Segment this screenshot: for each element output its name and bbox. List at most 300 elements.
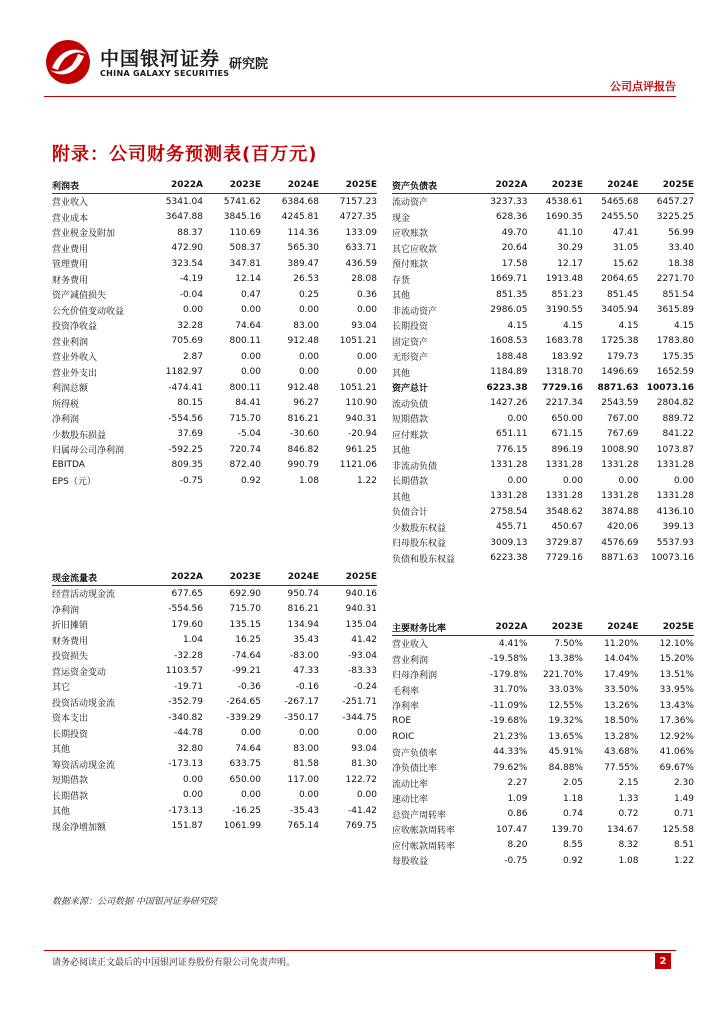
- balance-cell: 1331.28: [601, 491, 639, 502]
- cashflow-cell: 0.00: [182, 774, 203, 785]
- ratios-column-header: 2024E: [607, 622, 639, 632]
- income-row-label: 所得税: [52, 399, 80, 410]
- income-cell: 961.25: [345, 444, 377, 455]
- income-cell: 0.00: [356, 305, 377, 316]
- income-cell: 0.25: [298, 289, 319, 300]
- ratios-cell: 41.06%: [659, 747, 694, 758]
- cashflow-cell: 1061.99: [223, 821, 261, 832]
- cashflow-row: [52, 772, 377, 788]
- income-column-header: 2023E: [229, 180, 261, 190]
- balance-cell: 49.70: [501, 227, 528, 238]
- balance-cell: 851.45: [607, 289, 639, 300]
- balance-row: [392, 349, 694, 365]
- income-cell: 1182.97: [165, 367, 203, 378]
- cashflow-cell: 81.58: [293, 759, 319, 770]
- balance-cell: 8871.63: [601, 553, 639, 564]
- balance-row-label: 归母股东权益: [392, 539, 447, 550]
- income-row: [52, 303, 377, 319]
- income-cell: 1051.21: [339, 382, 377, 393]
- income-cell: -4.19: [179, 274, 203, 285]
- cashflow-cell: 151.87: [171, 821, 203, 832]
- income-statement-table: [52, 177, 377, 489]
- balance-cell: 1184.89: [490, 367, 528, 378]
- balance-row: [392, 489, 694, 505]
- ratios-cell: 12.10%: [659, 638, 694, 649]
- income-cell: 1.08: [298, 475, 319, 486]
- balance-cell: 851.35: [496, 289, 528, 300]
- ratios-cell: 13.26%: [604, 700, 639, 711]
- income-cell: 846.82: [287, 444, 319, 455]
- cashflow-cell: 41.42: [351, 635, 377, 646]
- balance-row: [392, 256, 694, 272]
- ratios-cell: 69.67%: [659, 762, 694, 773]
- balance-row: [392, 504, 694, 520]
- cashflow-cell: 135.04: [345, 619, 377, 630]
- income-cell: 133.09: [345, 227, 377, 238]
- cashflow-cell: 1.04: [182, 635, 203, 646]
- income-cell: 1051.21: [339, 336, 377, 347]
- income-cell: 872.40: [229, 460, 261, 471]
- cashflow-cell: 1103.57: [165, 666, 203, 677]
- income-cell: 472.90: [171, 243, 203, 254]
- ratios-cell: 21.23%: [493, 731, 528, 742]
- balance-sheet-table: [392, 177, 694, 566]
- cashflow-row-label: 现金净增加额: [52, 822, 107, 833]
- cashflow-cell: -99.21: [231, 666, 261, 677]
- balance-cell: 10073.16: [646, 382, 694, 393]
- income-cell: 0.00: [298, 351, 319, 362]
- balance-row-label: 应付账款: [392, 430, 429, 441]
- cashflow-row-label: 折旧摊销: [52, 621, 89, 632]
- balance-cell: 3548.62: [545, 506, 583, 517]
- income-cell: 37.69: [177, 429, 203, 440]
- balance-cell: 4.15: [618, 320, 639, 331]
- cashflow-row: [52, 617, 377, 633]
- ratios-cell: 84.88%: [548, 762, 583, 773]
- balance-cell: 0.00: [507, 475, 528, 486]
- balance-cell: 851.54: [662, 289, 694, 300]
- cashflow-cell: -19.71: [173, 681, 203, 692]
- footer-divider: [44, 950, 676, 951]
- balance-row: [392, 551, 694, 567]
- income-cell: -474.41: [168, 382, 203, 393]
- balance-row: [392, 535, 694, 551]
- balance-cell: 4136.10: [656, 506, 694, 517]
- cashflow-cell: 32.80: [177, 743, 203, 754]
- balance-row: [392, 473, 694, 489]
- report-type-label: 公司点评报告: [610, 80, 676, 93]
- income-column-header: 2022A: [170, 180, 203, 190]
- income-cell: 2.87: [182, 351, 203, 362]
- ratios-cell: 13.38%: [548, 654, 583, 665]
- balance-row-label: 其他: [392, 368, 411, 379]
- balance-cell: 3190.55: [545, 305, 583, 316]
- income-cell: 0.00: [240, 367, 261, 378]
- cashflow-cell: -173.13: [168, 759, 203, 770]
- balance-cell: 1608.53: [490, 336, 528, 347]
- income-cell: 5341.04: [165, 196, 203, 207]
- ratios-row: [392, 683, 694, 699]
- balance-cell: 671.15: [551, 429, 583, 440]
- income-cell: 0.00: [240, 351, 261, 362]
- ratios-cell: 107.47: [496, 824, 528, 835]
- ratios-cell: -19.58%: [489, 654, 528, 665]
- balance-row-label: 资产总计: [392, 384, 429, 395]
- ratios-row-label: 营业收入: [392, 640, 429, 651]
- ratios-row: [392, 652, 694, 668]
- ratios-cell: -0.75: [504, 855, 528, 866]
- ratios-cell: 13.28%: [604, 731, 639, 742]
- balance-row: [392, 225, 694, 241]
- income-cell: 1.22: [356, 475, 377, 486]
- income-cell: 565.30: [287, 243, 319, 254]
- balance-cell: 10073.16: [651, 553, 694, 564]
- income-cell: 0.00: [298, 305, 319, 316]
- income-row-label: 营业利润: [52, 337, 89, 348]
- cashflow-title: 现金流量表: [52, 573, 98, 584]
- income-row: [52, 318, 377, 334]
- balance-cell: 651.11: [496, 429, 528, 440]
- balance-cell: 1073.87: [656, 444, 694, 455]
- cashflow-cell: -344.75: [342, 712, 377, 723]
- balance-row-label: 负债合计: [392, 508, 429, 519]
- ratios-cell: 17.36%: [659, 716, 694, 727]
- income-row: [52, 427, 377, 443]
- ratios-cell: 8.55: [562, 840, 583, 851]
- ratios-row-label: 归母净利润: [392, 671, 438, 682]
- ratios-cell: 33.95%: [659, 685, 694, 696]
- balance-cell: 179.73: [607, 351, 639, 362]
- balance-cell: 4576.69: [601, 537, 639, 548]
- balance-cell: 776.15: [496, 444, 528, 455]
- income-cell: 0.00: [182, 305, 203, 316]
- balance-column-header: 2022A: [495, 180, 528, 190]
- cashflow-cell: -83.00: [289, 650, 319, 661]
- cashflow-row-label: 短期借款: [52, 776, 89, 787]
- balance-row-label: 负债和股东权益: [392, 554, 456, 565]
- cashflow-row-label: 投资活动现金流: [52, 698, 116, 709]
- ratios-cell: 33.50%: [604, 685, 639, 696]
- ratios-cell: 0.71: [673, 809, 694, 820]
- income-row: [52, 458, 377, 474]
- cashflow-cell: -41.42: [347, 805, 377, 816]
- cashflow-cell: -74.64: [231, 650, 261, 661]
- balance-cell: 5537.93: [656, 537, 694, 548]
- income-cell: 74.64: [235, 320, 261, 331]
- cashflow-header-row: [52, 569, 377, 586]
- balance-row-label: 流动资产: [392, 198, 429, 209]
- financial-ratios-table: [392, 619, 694, 869]
- balance-cell: 0.00: [618, 475, 639, 486]
- income-cell: 12.14: [235, 274, 261, 285]
- balance-row: [392, 520, 694, 536]
- cashflow-row-label: 净利润: [52, 605, 80, 616]
- cashflow-cell: -16.25: [231, 805, 261, 816]
- cashflow-cell: 135.15: [229, 619, 261, 630]
- income-row-label: 营业外支出: [52, 368, 98, 379]
- cashflow-cell: -352.79: [168, 697, 203, 708]
- cashflow-cell: -32.28: [173, 650, 203, 661]
- cashflow-cell: 715.70: [229, 604, 261, 615]
- income-row: [52, 194, 377, 210]
- cashflow-cell: -83.33: [347, 666, 377, 677]
- balance-cell: 183.92: [551, 351, 583, 362]
- balance-cell: 889.72: [662, 413, 694, 424]
- cashflow-row-label: 其他: [52, 807, 71, 818]
- ratios-cell: 8.51: [673, 840, 694, 851]
- balance-column-header: 2023E: [551, 180, 583, 190]
- balance-cell: 3225.25: [656, 212, 694, 223]
- ratios-row: [392, 698, 694, 714]
- balance-cell: 628.36: [496, 212, 528, 223]
- income-row-label: 净利润: [52, 415, 80, 426]
- balance-cell: 1331.28: [545, 491, 583, 502]
- balance-cell: 1913.48: [545, 274, 583, 285]
- balance-cell: 2543.59: [601, 398, 639, 409]
- balance-row-label: 流动负债: [392, 399, 429, 410]
- income-cell: 88.37: [177, 227, 203, 238]
- ratios-cell: 1.33: [618, 793, 639, 804]
- income-cell: 93.04: [351, 320, 377, 331]
- disclaimer-text: 请务必阅读正文最后的中国银河证券股份有限公司免责声明。: [52, 958, 296, 968]
- income-cell: 715.70: [229, 413, 261, 424]
- balance-cell: 0.00: [673, 475, 694, 486]
- income-cell: -30.60: [289, 429, 319, 440]
- cashflow-cell: -0.24: [353, 681, 377, 692]
- ratios-row-label: 资产负债率: [392, 748, 438, 759]
- ratios-row-label: 应收帐款周转率: [392, 826, 456, 837]
- income-row-label: 资产减值损失: [52, 291, 107, 302]
- cashflow-row-label: 其它: [52, 683, 71, 694]
- cashflow-row: [52, 819, 377, 835]
- cashflow-cell: -350.17: [284, 712, 319, 723]
- balance-cell: 3729.87: [545, 537, 583, 548]
- balance-cell: 1725.38: [601, 336, 639, 347]
- cashflow-row: [52, 726, 377, 742]
- ratios-row: [392, 745, 694, 761]
- balance-cell: 1318.70: [545, 367, 583, 378]
- balance-cell: 41.10: [557, 227, 583, 238]
- cashflow-column-header: 2022A: [170, 572, 203, 582]
- galaxy-logo-icon: [44, 38, 92, 86]
- income-cell: 800.11: [229, 336, 261, 347]
- ratios-row-label: 毛利率: [392, 686, 420, 697]
- balance-cell: 3615.89: [656, 305, 694, 316]
- cashflow-cell: 0.00: [356, 790, 377, 801]
- balance-row-label: 非流动资产: [392, 306, 438, 317]
- income-row-label: 管理费用: [52, 260, 89, 271]
- cashflow-cell: 816.21: [287, 604, 319, 615]
- ratios-row-label: ROE: [392, 716, 412, 727]
- ratios-row-label: 应付帐款周转率: [392, 841, 456, 852]
- cashflow-row-label: 长期投资: [52, 729, 89, 740]
- income-cell: 0.92: [240, 475, 261, 486]
- cashflow-cell: 677.65: [171, 588, 203, 599]
- balance-cell: 4.15: [562, 320, 583, 331]
- balance-cell: 3874.88: [601, 506, 639, 517]
- cashflow-row-label: 长期借款: [52, 791, 89, 802]
- income-row: [52, 349, 377, 365]
- ratios-cell: 1.22: [673, 855, 694, 866]
- ratios-column-header: 2025E: [662, 622, 694, 632]
- ratios-row: [392, 822, 694, 838]
- cashflow-cell: 74.64: [235, 743, 261, 754]
- cashflow-cell: 765.14: [287, 821, 319, 832]
- balance-cell: 17.58: [501, 258, 528, 269]
- balance-row: [392, 380, 694, 396]
- income-cell: 0.00: [356, 367, 377, 378]
- income-cell: 26.53: [293, 274, 319, 285]
- cashflow-cell: 0.00: [298, 728, 319, 739]
- income-cell: 347.81: [229, 258, 261, 269]
- cashflow-cell: -44.78: [173, 728, 203, 739]
- cashflow-cell: 940.31: [345, 604, 377, 615]
- income-row-label: 投资净收益: [52, 322, 98, 333]
- ratios-cell: 13.51%: [659, 669, 694, 680]
- cashflow-cell: -0.16: [295, 681, 319, 692]
- income-cell: 633.71: [345, 243, 377, 254]
- ratios-cell: 8.20: [507, 840, 528, 851]
- balance-cell: 851.23: [551, 289, 583, 300]
- balance-cell: 1427.26: [490, 398, 528, 409]
- balance-row: [392, 458, 694, 474]
- balance-cell: 2271.70: [656, 274, 694, 285]
- balance-row-label: 固定资产: [392, 337, 429, 348]
- balance-column-header: 2025E: [662, 180, 694, 190]
- income-cell: -5.04: [237, 429, 261, 440]
- balance-row-label: 长期借款: [392, 477, 429, 488]
- balance-cell: 455.71: [496, 522, 528, 533]
- income-header-row: [52, 177, 377, 194]
- balance-cell: 8871.63: [597, 382, 639, 393]
- ratios-row-label: 速动比率: [392, 795, 429, 806]
- ratios-column-header: 2023E: [551, 622, 583, 632]
- balance-row-label: 短期借款: [392, 415, 429, 426]
- balance-row-label: 长期投资: [392, 322, 429, 333]
- cashflow-row: [52, 648, 377, 664]
- balance-row: [392, 442, 694, 458]
- balance-row: [392, 411, 694, 427]
- income-cell: 940.31: [345, 413, 377, 424]
- balance-row-label: 少数股东权益: [392, 523, 447, 534]
- cashflow-cell: -251.71: [342, 697, 377, 708]
- income-cell: 3845.16: [223, 212, 261, 223]
- ratios-row: [392, 776, 694, 792]
- income-row: [52, 411, 377, 427]
- balance-row: [392, 303, 694, 319]
- cashflow-cell: 179.60: [171, 619, 203, 630]
- ratios-cell: 15.20%: [659, 654, 694, 665]
- cashflow-cell: 0.00: [240, 728, 261, 739]
- balance-cell: 0.00: [562, 475, 583, 486]
- ratios-cell: 2.05: [562, 778, 583, 789]
- balance-row-label: 预付账款: [392, 260, 429, 271]
- cashflow-row: [52, 586, 377, 602]
- cashflow-row: [52, 679, 377, 695]
- cashflow-cell: 93.04: [351, 743, 377, 754]
- cashflow-cell: -35.43: [289, 805, 319, 816]
- balance-cell: 33.40: [668, 243, 694, 254]
- income-cell: 4245.81: [281, 212, 319, 223]
- ratios-cell: 1.18: [562, 793, 583, 804]
- ratios-cell: -179.8%: [489, 669, 528, 680]
- balance-cell: 31.05: [612, 243, 639, 254]
- income-cell: 720.74: [229, 444, 261, 455]
- income-cell: 0.00: [240, 305, 261, 316]
- cashflow-cell: -93.04: [347, 650, 377, 661]
- ratios-row: [392, 636, 694, 652]
- balance-row-label: 现金: [392, 213, 411, 224]
- cashflow-cell: 950.74: [287, 588, 319, 599]
- cashflow-row: [52, 664, 377, 680]
- income-cell: 389.47: [287, 258, 319, 269]
- balance-row-label: 其他: [392, 446, 411, 457]
- balance-cell: 1331.28: [601, 460, 639, 471]
- balance-cell: 2804.82: [656, 398, 694, 409]
- balance-row-label: 其它应收款: [392, 244, 438, 255]
- balance-cell: 1331.28: [490, 491, 528, 502]
- income-cell: -592.25: [168, 444, 203, 455]
- income-cell: 84.41: [235, 398, 261, 409]
- income-cell: 912.48: [287, 382, 319, 393]
- ratios-cell: 79.62%: [493, 762, 528, 773]
- balance-cell: 896.19: [551, 444, 583, 455]
- balance-cell: 420.06: [607, 522, 639, 533]
- cashflow-cell: 0.00: [182, 790, 203, 801]
- ratios-cell: 13.43%: [659, 700, 694, 711]
- ratios-cell: 134.67: [607, 824, 639, 835]
- balance-row: [392, 396, 694, 412]
- balance-cell: 2986.05: [490, 305, 528, 316]
- balance-cell: 1496.69: [601, 367, 639, 378]
- cashflow-cell: 650.00: [229, 774, 261, 785]
- balance-cell: 56.99: [668, 227, 694, 238]
- cashflow-cell: -340.82: [168, 712, 203, 723]
- ratios-row: [392, 791, 694, 807]
- ratios-cell: 19.32%: [548, 716, 583, 727]
- balance-cell: 2064.65: [601, 274, 639, 285]
- balance-cell: 2455.50: [601, 212, 639, 223]
- ratios-cell: 33.03%: [548, 685, 583, 696]
- ratios-cell: 14.04%: [604, 654, 639, 665]
- balance-cell: 5465.68: [601, 196, 639, 207]
- balance-cell: 1690.35: [545, 212, 583, 223]
- balance-cell: 7729.16: [542, 382, 583, 393]
- income-row: [52, 225, 377, 241]
- income-cell: -20.94: [347, 429, 377, 440]
- income-cell: 32.28: [177, 320, 203, 331]
- income-cell: 1121.06: [339, 460, 377, 471]
- income-row-label: 财务费用: [52, 275, 89, 286]
- cashflow-cell: 16.25: [235, 635, 261, 646]
- ratios-row: [392, 838, 694, 854]
- balance-cell: 2758.54: [490, 506, 528, 517]
- cashflow-row: [52, 741, 377, 757]
- cashflow-row-label: 经营活动现金流: [52, 590, 116, 601]
- income-row-label: EBITDA: [52, 460, 85, 471]
- income-cell: 83.00: [293, 320, 319, 331]
- cashflow-row-label: 资本支出: [52, 714, 89, 725]
- ratios-cell: 44.33%: [493, 747, 528, 758]
- balance-row: [392, 318, 694, 334]
- balance-row: [392, 427, 694, 443]
- income-cell: 990.79: [287, 460, 319, 471]
- income-cell: -554.56: [168, 413, 203, 424]
- ratios-column-header: 2022A: [495, 622, 528, 632]
- ratios-cell: 221.70%: [542, 669, 583, 680]
- ratios-cell: 13.65%: [548, 731, 583, 742]
- cashflow-cell: -339.29: [226, 712, 261, 723]
